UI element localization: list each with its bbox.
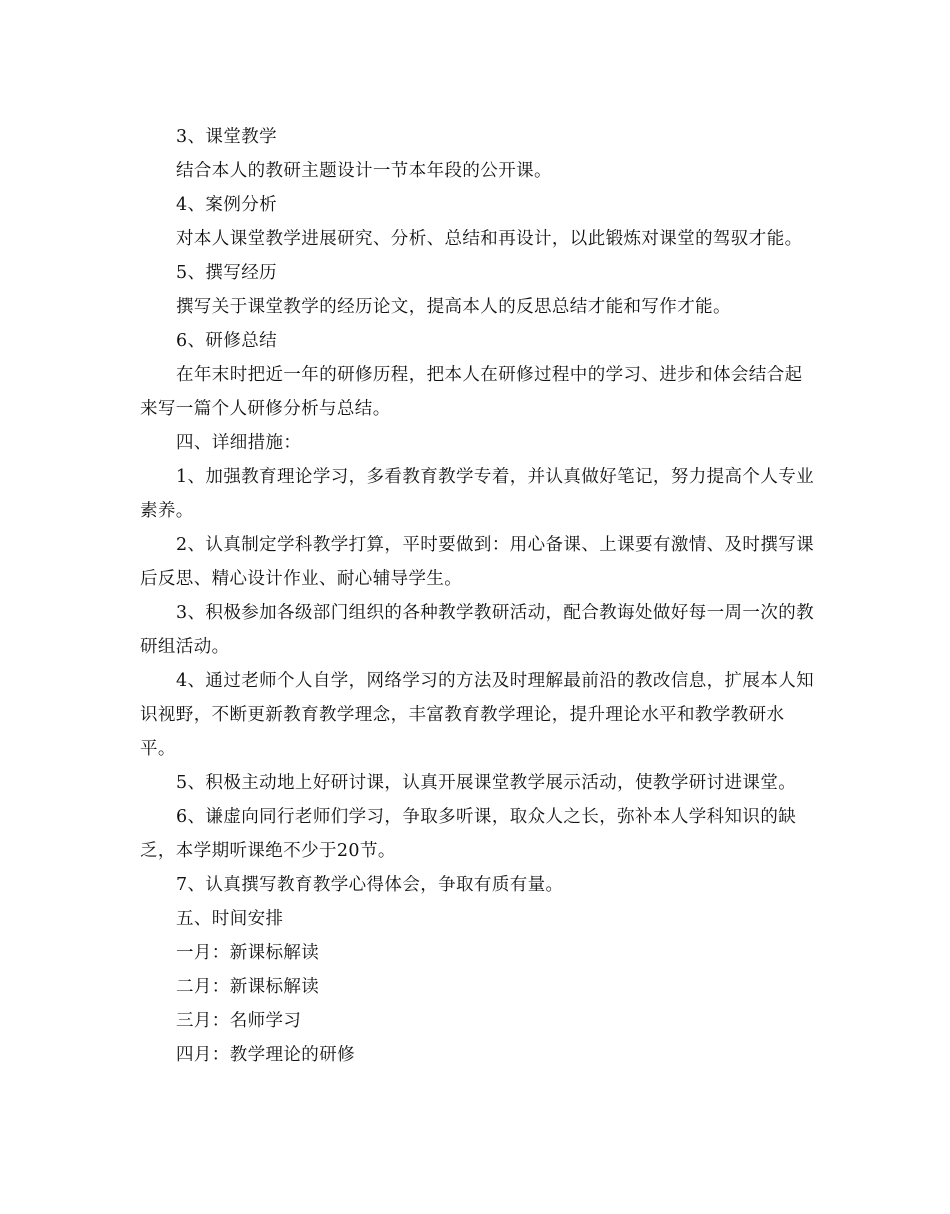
paragraph: 对本人课堂教学进展研究、分析、总结和再设计，以此锻炼对课堂的驾驭才能。 <box>176 229 803 249</box>
list-item: 3、积极参加各级部门组织的各种教学教研活动，配合教诲处做好每一周一次的教研组活动。 <box>140 603 815 657</box>
list-item: 4、通过老师个人自学，网络学习的方法及时理解最前沿的教改信息，扩展本人知识视野，不断更新教育教学理念，丰富教育教学理论，提升理论水平和教学教研水平。 <box>140 671 815 759</box>
list-item: 1、加强教育理论学习，多看教育教学专着，并认真做好笔记，努力提高个人专业素养。 <box>140 467 815 521</box>
section-heading-case-analysis: 4、案例分析 <box>176 195 278 215</box>
list-item: 7、认真撰写教育教学心得体会，争取有质有量。 <box>176 875 564 895</box>
schedule-item: 一月：新课标解读 <box>176 943 320 963</box>
section-heading-classroom-teaching: 3、课堂教学 <box>176 127 278 147</box>
list-item: 5、积极主动地上好研讨课，认真开展课堂教学展示活动，使教学研讨进课堂。 <box>176 773 797 793</box>
paragraph: 撰写关于课堂教学的经历论文，提高本人的反思总结才能和写作才能。 <box>176 297 731 317</box>
schedule-item: 四月：教学理论的研修 <box>176 1045 355 1065</box>
list-item: 2、认真制定学科教学打算，平时要做到：用心备课、上课要有激情、及时撰写课后反思、精心设计作业、耐心辅导学生。 <box>140 535 815 589</box>
schedule-item: 二月：新课标解读 <box>176 977 320 997</box>
section-heading-summary: 6、研修总结 <box>176 331 278 351</box>
section-heading-measures: 四、详细措施： <box>176 433 302 453</box>
document-body <box>140 120 820 1072</box>
schedule-item: 三月：名师学习 <box>176 1011 302 1031</box>
section-heading-writing: 5、撰写经历 <box>176 263 278 283</box>
paragraph: 在年末时把近一年的研修历程，把本人在研修过程中的学习、进步和体会结合起来写一篇个人研修分析与总结。 <box>140 365 803 419</box>
section-heading-schedule: 五、时间安排 <box>176 909 284 929</box>
paragraph: 结合本人的教研主题设计一节本年段的公开课。 <box>176 161 552 181</box>
list-item: 6、谦虚向同行老师们学习，争取多听课，取众人之长，弥补本人学科知识的缺乏，本学期听课绝不少于20节。 <box>140 807 797 861</box>
